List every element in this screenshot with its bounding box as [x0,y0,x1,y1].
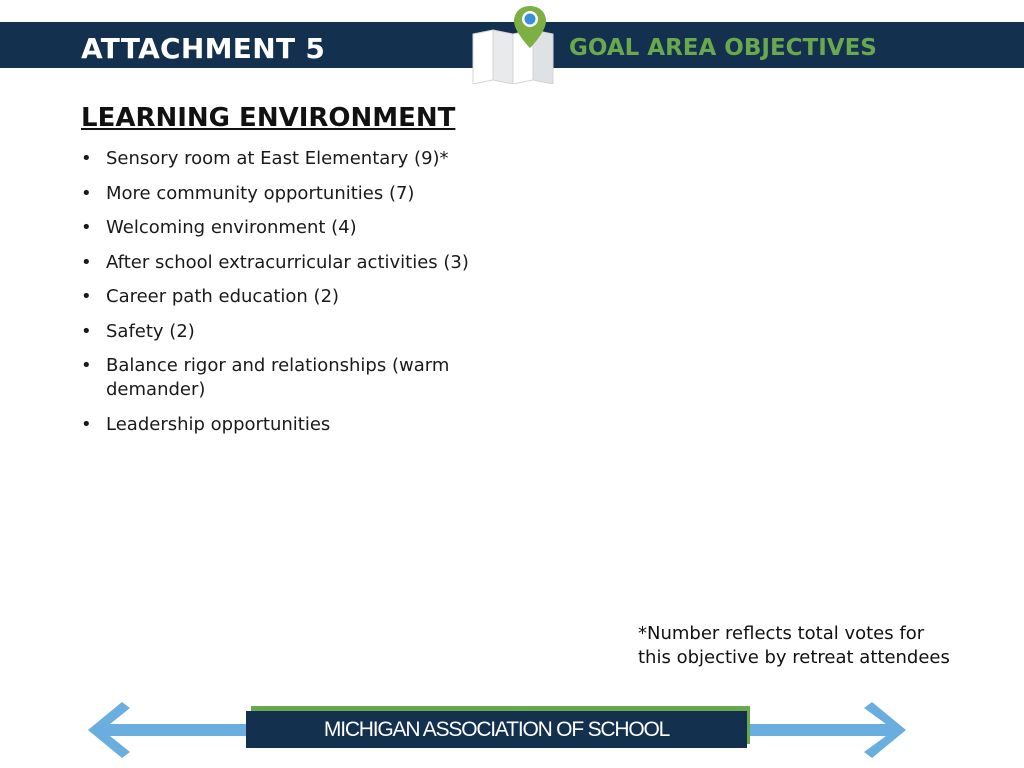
footnote-line: *Number reflects total votes for [638,623,925,644]
section-heading: LEARNING ENVIRONMENT [81,103,456,133]
map-pin-icon [470,4,556,84]
list-item: • Balance rigor and relationships (warm demander) [81,354,501,402]
footnote [638,622,978,670]
list-item: • Leadership opportunities [81,413,501,437]
goal-area-label: GOAL AREA OBJECTIVES [569,35,877,61]
objectives-list [81,147,501,447]
footnote-line: this objective by retreat attendees [638,647,950,668]
list-item: • Welcoming environment (4) [81,216,501,240]
list-item: • Safety (2) [81,320,501,344]
footer-banner: MICHIGAN ASSOCIATION OF SCHOOL [246,711,747,748]
list-item: • Career path education (2) [81,285,501,309]
list-item: • After school extracurricular activities (3) [81,251,501,275]
list-item: • More community opportunities (7) [81,182,501,206]
page-title: ATTACHMENT 5 [81,32,326,65]
list-item: • Sensory room at East Elementary (9)* [81,147,501,171]
